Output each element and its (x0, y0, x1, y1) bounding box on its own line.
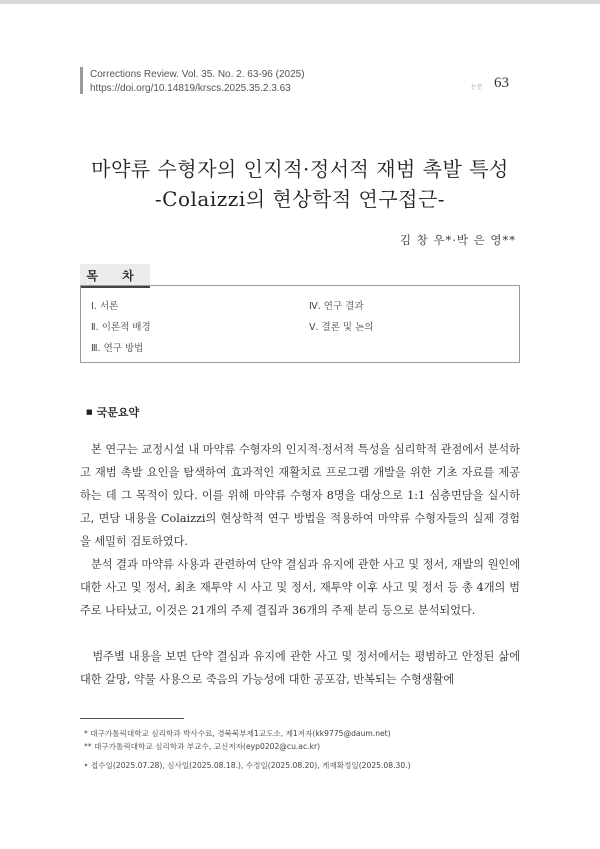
paper-title: 마약류 수형자의 인지적·정서적 재범 촉발 특성 (91, 157, 509, 181)
toc-item-5: Ⅴ. 결론 및 논의 (309, 322, 374, 333)
abstract-paragraph-2: 분석 결과 마약류 사용과 관련하여 단약 결심과 유지에 관한 사고 및 정서, 재발의 원인에 대한 사고 및 정서, 최초 재투약 시 사고 및 정서, 재투약 이후 사고 및 정서 등 총 4개의 범주로 나타났고, 이것은 21개의 주제 결집과 36개의 주제 분리 등으로 분석되었다. (80, 558, 521, 617)
page-mark: 논문 (471, 85, 483, 91)
toc-item-2: Ⅱ. 이론적 배경 (91, 322, 151, 333)
abstract-heading (86, 404, 139, 420)
toc-item-4: Ⅳ. 연구 결과 (309, 301, 364, 312)
footnote-dates (84, 760, 411, 771)
footnote-author-1: * 대구가톨릭대학교 심리학과 박사수료, 경북북부제1교도소, 제1저자(kk9775@daum.net) (84, 729, 391, 738)
footnote-rule (80, 718, 184, 719)
header-accent-bar (80, 67, 83, 94)
toc-item-3: Ⅲ. 연구 방법 (91, 343, 144, 354)
abstract-heading-text: 국문요약 (96, 406, 140, 419)
paper-subtitle: -Colaizzi의 현상학적 연구접근- (154, 187, 446, 211)
triangle-bullet-icon: ‣ (84, 761, 89, 770)
abstract-paragraph-1: 본 연구는 교정시설 내 마약류 수형자의 인지적·정서적 특성을 심리학적 관점에서 분석하고 재범 촉발 요인을 탐색하여 효과적인 재활치료 프로그램 개발을 위한 기초 자료를 제공하는 데 그 목적이 있다. 이를 위해 마약류 수형자 8명을 대상으로 1:1 심층면담을 실시하고, 면담 내용을 Colaizzi의 현상학적 연구 방법을 적용하여 마약류 수형자들의 실제 경험을 세밀히 검토하였다. (80, 443, 520, 548)
toc-box (80, 285, 520, 363)
toc-item-1: Ⅰ. 서론 (91, 301, 119, 312)
footnote-author-2: ** 대구가톨릭대학교 심리학과 부교수, 교신저자(eyp0202@cu.ac.kr) (84, 742, 321, 751)
footnote-dates-text: 접수일(2025.07.28), 심사일(2025.08.18.), 수정일(2025.08.20), 게재확정일(2025.08.30.) (90, 761, 411, 770)
abstract-paragraph-3: 범주별 내용을 보면 단약 결심과 유지에 관한 사고 및 정서에서는 평범하고 안정된 삶에 대한 갈망, 약물 사용으로 죽음의 가능성에 대한 공포감, 반복되는 수형생활에 (80, 650, 520, 686)
journal-info (90, 68, 305, 96)
square-bullet-icon: ■ (86, 408, 93, 416)
journal-citation: Corrections Review. Vol. 35. No. 2. 63-96 (2025) (90, 69, 305, 80)
toc-label: 목 차 (86, 269, 144, 283)
top-rule (0, 0, 600, 4)
journal-doi-link[interactable]: https://doi.org/10.14819/krscs.2025.35.2.3.63 (90, 83, 291, 94)
authors: 김 창 우*·박 은 영** (399, 233, 516, 247)
page-number: 63 (494, 75, 509, 91)
